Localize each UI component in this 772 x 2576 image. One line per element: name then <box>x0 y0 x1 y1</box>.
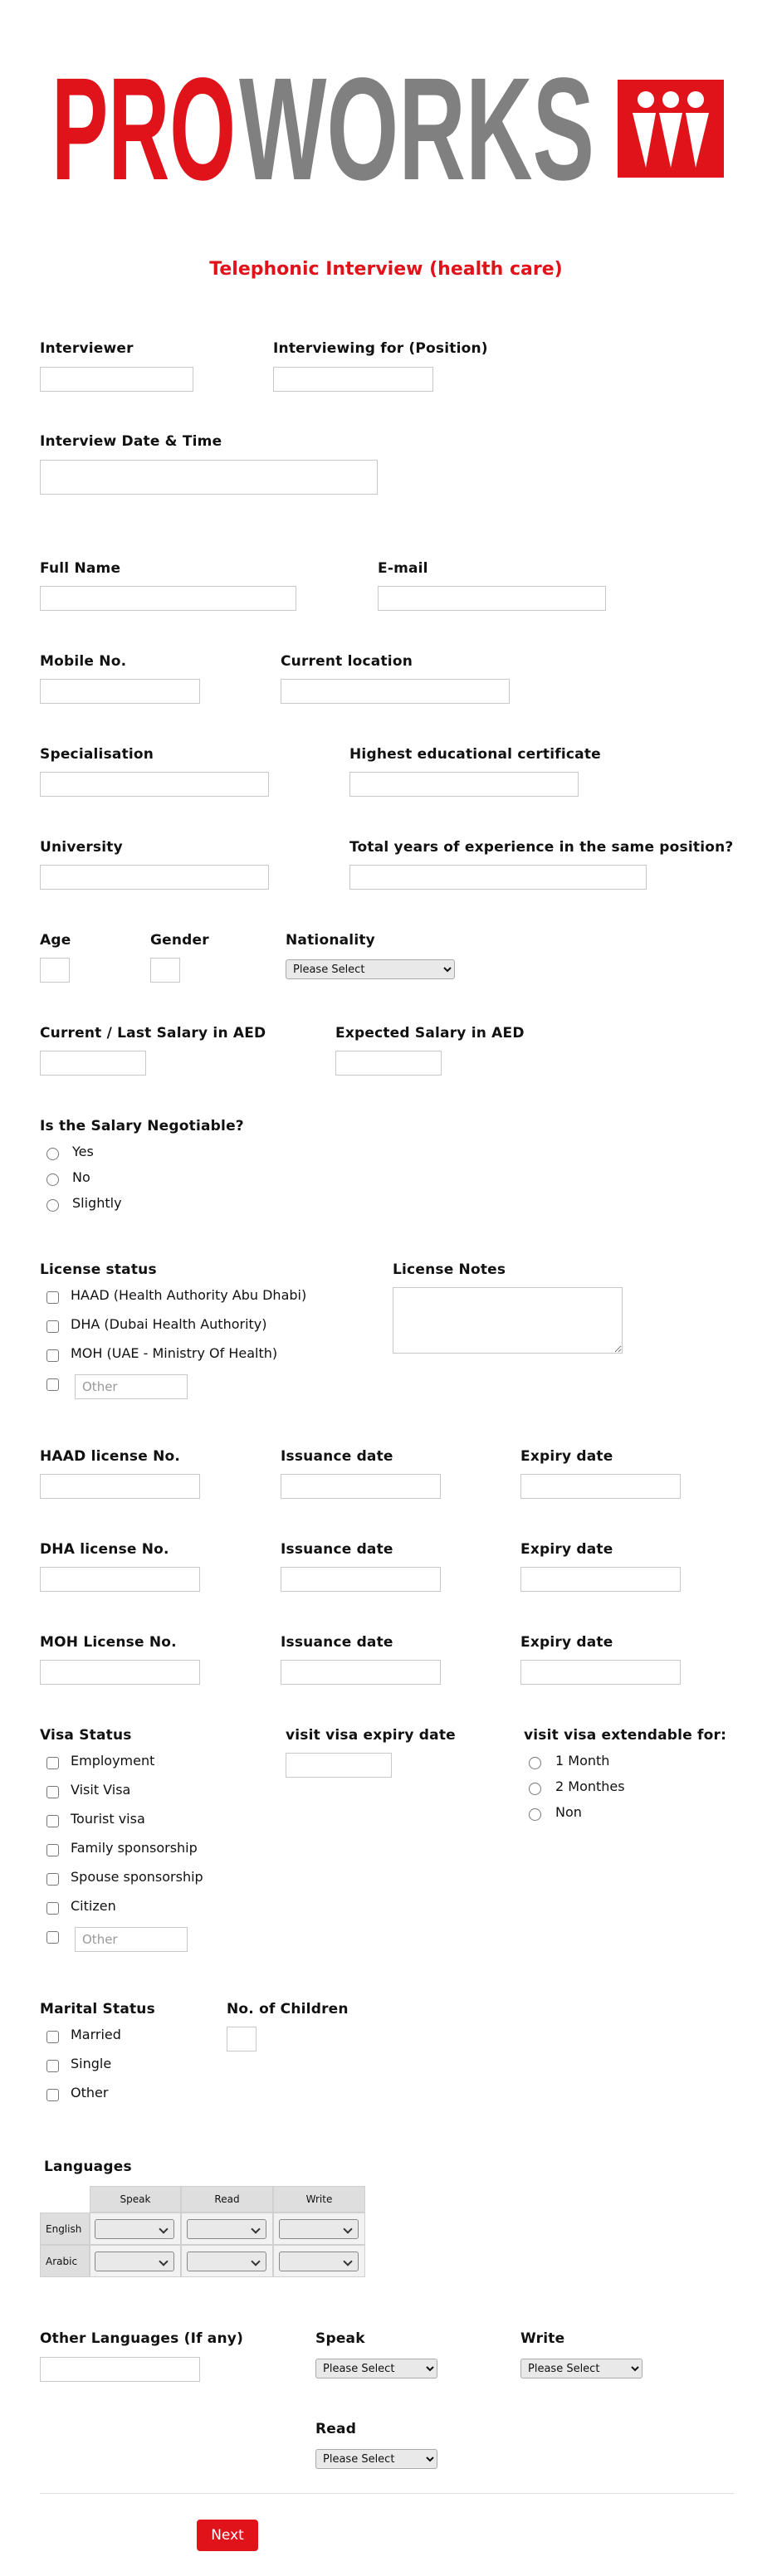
salary-slightly-radio[interactable] <box>46 1199 59 1212</box>
current-location-label: Current location <box>281 653 413 670</box>
current-salary-label: Current / Last Salary in AED <box>40 1025 266 1042</box>
dha-issuance-label: Issuance date <box>281 1541 393 1558</box>
full-name-input[interactable] <box>40 586 296 611</box>
lang-col-header: Read <box>181 2186 273 2213</box>
license-notes-label: License Notes <box>393 1261 506 1278</box>
marital-option-label: Single <box>71 2056 112 2071</box>
logo-emblem-icon <box>618 80 724 178</box>
english-write-select[interactable] <box>279 2219 359 2239</box>
specialisation-label: Specialisation <box>40 746 154 763</box>
marital-option-label: Married <box>71 2027 121 2042</box>
mobile-label: Mobile No. <box>40 653 127 670</box>
interviewing-for-label: Interviewing for (Position) <box>273 340 488 357</box>
gender-label: Gender <box>150 932 209 949</box>
salary-option-label: Slightly <box>72 1195 122 1211</box>
expected-salary-input[interactable] <box>335 1051 442 1076</box>
nationality-label: Nationality <box>286 932 375 949</box>
visa-option-label: Family sponsorship <box>71 1840 198 1856</box>
mobile-input[interactable] <box>40 679 200 704</box>
age-input[interactable] <box>40 958 70 983</box>
haad-expiry-label: Expiry date <box>520 1448 613 1465</box>
marital-single-checkbox[interactable] <box>46 2060 59 2072</box>
license-moh-checkbox[interactable] <box>46 1349 59 1362</box>
speak-label: Speak <box>315 2330 365 2347</box>
visa-family-checkbox[interactable] <box>46 1844 59 1856</box>
logo-works-text: WORKS <box>239 73 594 184</box>
interviewer-label: Interviewer <box>40 340 134 357</box>
extend-option-label: 1 Month <box>555 1753 610 1769</box>
visa-status-label: Visa Status <box>40 1727 132 1744</box>
arabic-read-select[interactable] <box>187 2252 266 2271</box>
license-option-label: HAAD (Health Authority Abu Dhabi) <box>71 1287 307 1303</box>
lang-row-header: Arabic <box>40 2245 90 2277</box>
interviewer-input[interactable] <box>40 367 193 392</box>
expected-salary-label: Expected Salary in AED <box>335 1025 525 1042</box>
form-title: Telephonic Interview (health care) <box>209 259 563 280</box>
other-read-select[interactable] <box>315 2449 437 2469</box>
total-years-label: Total years of experience in the same position? <box>349 839 734 856</box>
english-read-select[interactable] <box>187 2219 266 2239</box>
marital-option-label: Other <box>71 2085 109 2100</box>
children-input[interactable] <box>227 2027 257 2052</box>
dha-issuance-input[interactable] <box>281 1567 441 1592</box>
salary-option-label: No <box>72 1169 90 1185</box>
moh-issuance-input[interactable] <box>281 1660 441 1685</box>
arabic-write-select[interactable] <box>279 2252 359 2271</box>
visa-visit-checkbox[interactable] <box>46 1786 59 1798</box>
full-name-label: Full Name <box>40 560 121 577</box>
marital-married-checkbox[interactable] <box>46 2031 59 2043</box>
license-dha-checkbox[interactable] <box>46 1320 59 1333</box>
haad-expiry-input[interactable] <box>520 1474 681 1499</box>
haad-license-label: HAAD license No. <box>40 1448 181 1465</box>
visit-visa-expiry-label: visit visa expiry date <box>286 1727 456 1744</box>
email-label: E-mail <box>378 560 428 577</box>
age-label: Age <box>40 932 71 949</box>
visit-visa-expiry-input[interactable] <box>286 1753 392 1778</box>
extend-1-month-radio[interactable] <box>529 1757 541 1769</box>
extend-option-label: 2 Monthes <box>555 1778 625 1794</box>
specialisation-input[interactable] <box>40 772 269 797</box>
logo-pro-text: PRO <box>51 73 236 184</box>
license-haad-checkbox[interactable] <box>46 1291 59 1304</box>
dha-expiry-label: Expiry date <box>520 1541 613 1558</box>
other-speak-select[interactable] <box>315 2359 437 2378</box>
visa-tourist-checkbox[interactable] <box>46 1815 59 1827</box>
license-option-label: MOH (UAE - Ministry Of Health) <box>71 1345 278 1361</box>
visa-citizen-checkbox[interactable] <box>46 1902 59 1915</box>
haad-issuance-input[interactable] <box>281 1474 441 1499</box>
visa-option-label: Visit Visa <box>71 1782 131 1798</box>
visa-option-label: Spouse sponsorship <box>71 1869 203 1885</box>
divider <box>40 2493 734 2494</box>
logo-wordmark <box>51 73 724 184</box>
interviewing-for-input[interactable] <box>273 367 433 392</box>
other-write-select[interactable] <box>520 2359 643 2378</box>
moh-license-input[interactable] <box>40 1660 200 1685</box>
dha-expiry-input[interactable] <box>520 1567 681 1592</box>
license-option-label: DHA (Dubai Health Authority) <box>71 1316 267 1332</box>
next-button[interactable]: Next <box>197 2520 258 2551</box>
university-input[interactable] <box>40 865 269 890</box>
children-label: No. of Children <box>227 2001 349 2017</box>
total-years-input[interactable] <box>349 865 647 890</box>
highest-cert-input[interactable] <box>349 772 579 797</box>
lang-col-header: Speak <box>90 2186 181 2213</box>
gender-input[interactable] <box>150 958 180 983</box>
languages-label: Languages <box>44 2159 132 2175</box>
visa-option-label: Tourist visa <box>71 1811 145 1827</box>
moh-expiry-input[interactable] <box>520 1660 681 1685</box>
salary-option-label: Yes <box>72 1144 94 1159</box>
interview-datetime-label: Interview Date & Time <box>40 433 222 450</box>
visa-option-label: Employment <box>71 1753 155 1769</box>
english-speak-select[interactable] <box>95 2219 174 2239</box>
university-label: University <box>40 839 123 856</box>
interview-datetime-input[interactable] <box>40 460 378 495</box>
salary-yes-radio[interactable] <box>46 1148 59 1160</box>
lang-col-header: Write <box>273 2186 365 2213</box>
logo <box>51 73 724 184</box>
dha-license-label: DHA license No. <box>40 1541 169 1558</box>
salary-no-radio[interactable] <box>46 1173 59 1186</box>
visa-other-checkbox[interactable] <box>46 1931 59 1944</box>
lang-row-header: English <box>40 2213 90 2245</box>
extend-2-months-radio[interactable] <box>529 1783 541 1795</box>
write-label: Write <box>520 2330 565 2347</box>
license-status-label: License status <box>40 1261 157 1278</box>
haad-issuance-label: Issuance date <box>281 1448 393 1465</box>
salary-negotiable-label: Is the Salary Negotiable? <box>40 1118 244 1134</box>
license-other-checkbox[interactable] <box>46 1378 59 1391</box>
visa-other-input[interactable] <box>75 1927 188 1952</box>
moh-issuance-label: Issuance date <box>281 1634 393 1651</box>
other-languages-label: Other Languages (If any) <box>40 2330 244 2347</box>
visa-employment-checkbox[interactable] <box>46 1757 59 1769</box>
arabic-speak-select[interactable] <box>95 2252 174 2271</box>
read-label: Read <box>315 2421 357 2437</box>
nationality-select[interactable] <box>286 959 455 979</box>
moh-expiry-label: Expiry date <box>520 1634 613 1651</box>
email-input[interactable] <box>378 586 606 611</box>
other-languages-input[interactable] <box>40 2357 200 2382</box>
visa-option-label: Citizen <box>71 1898 116 1914</box>
extend-option-label: Non <box>555 1804 582 1820</box>
highest-cert-label: Highest educational certificate <box>349 746 601 763</box>
visa-spouse-checkbox[interactable] <box>46 1873 59 1886</box>
marital-status-label: Marital Status <box>40 2001 155 2017</box>
dha-license-input[interactable] <box>40 1567 200 1592</box>
marital-other-checkbox[interactable] <box>46 2089 59 2101</box>
haad-license-input[interactable] <box>40 1474 200 1499</box>
visit-visa-extendable-label: visit visa extendable for: <box>524 1727 727 1744</box>
license-other-input[interactable] <box>75 1374 188 1399</box>
moh-license-label: MOH License No. <box>40 1634 177 1651</box>
current-salary-input[interactable] <box>40 1051 146 1076</box>
extend-non-radio[interactable] <box>529 1808 541 1821</box>
license-notes-textarea[interactable] <box>393 1287 623 1354</box>
current-location-input[interactable] <box>281 679 510 704</box>
